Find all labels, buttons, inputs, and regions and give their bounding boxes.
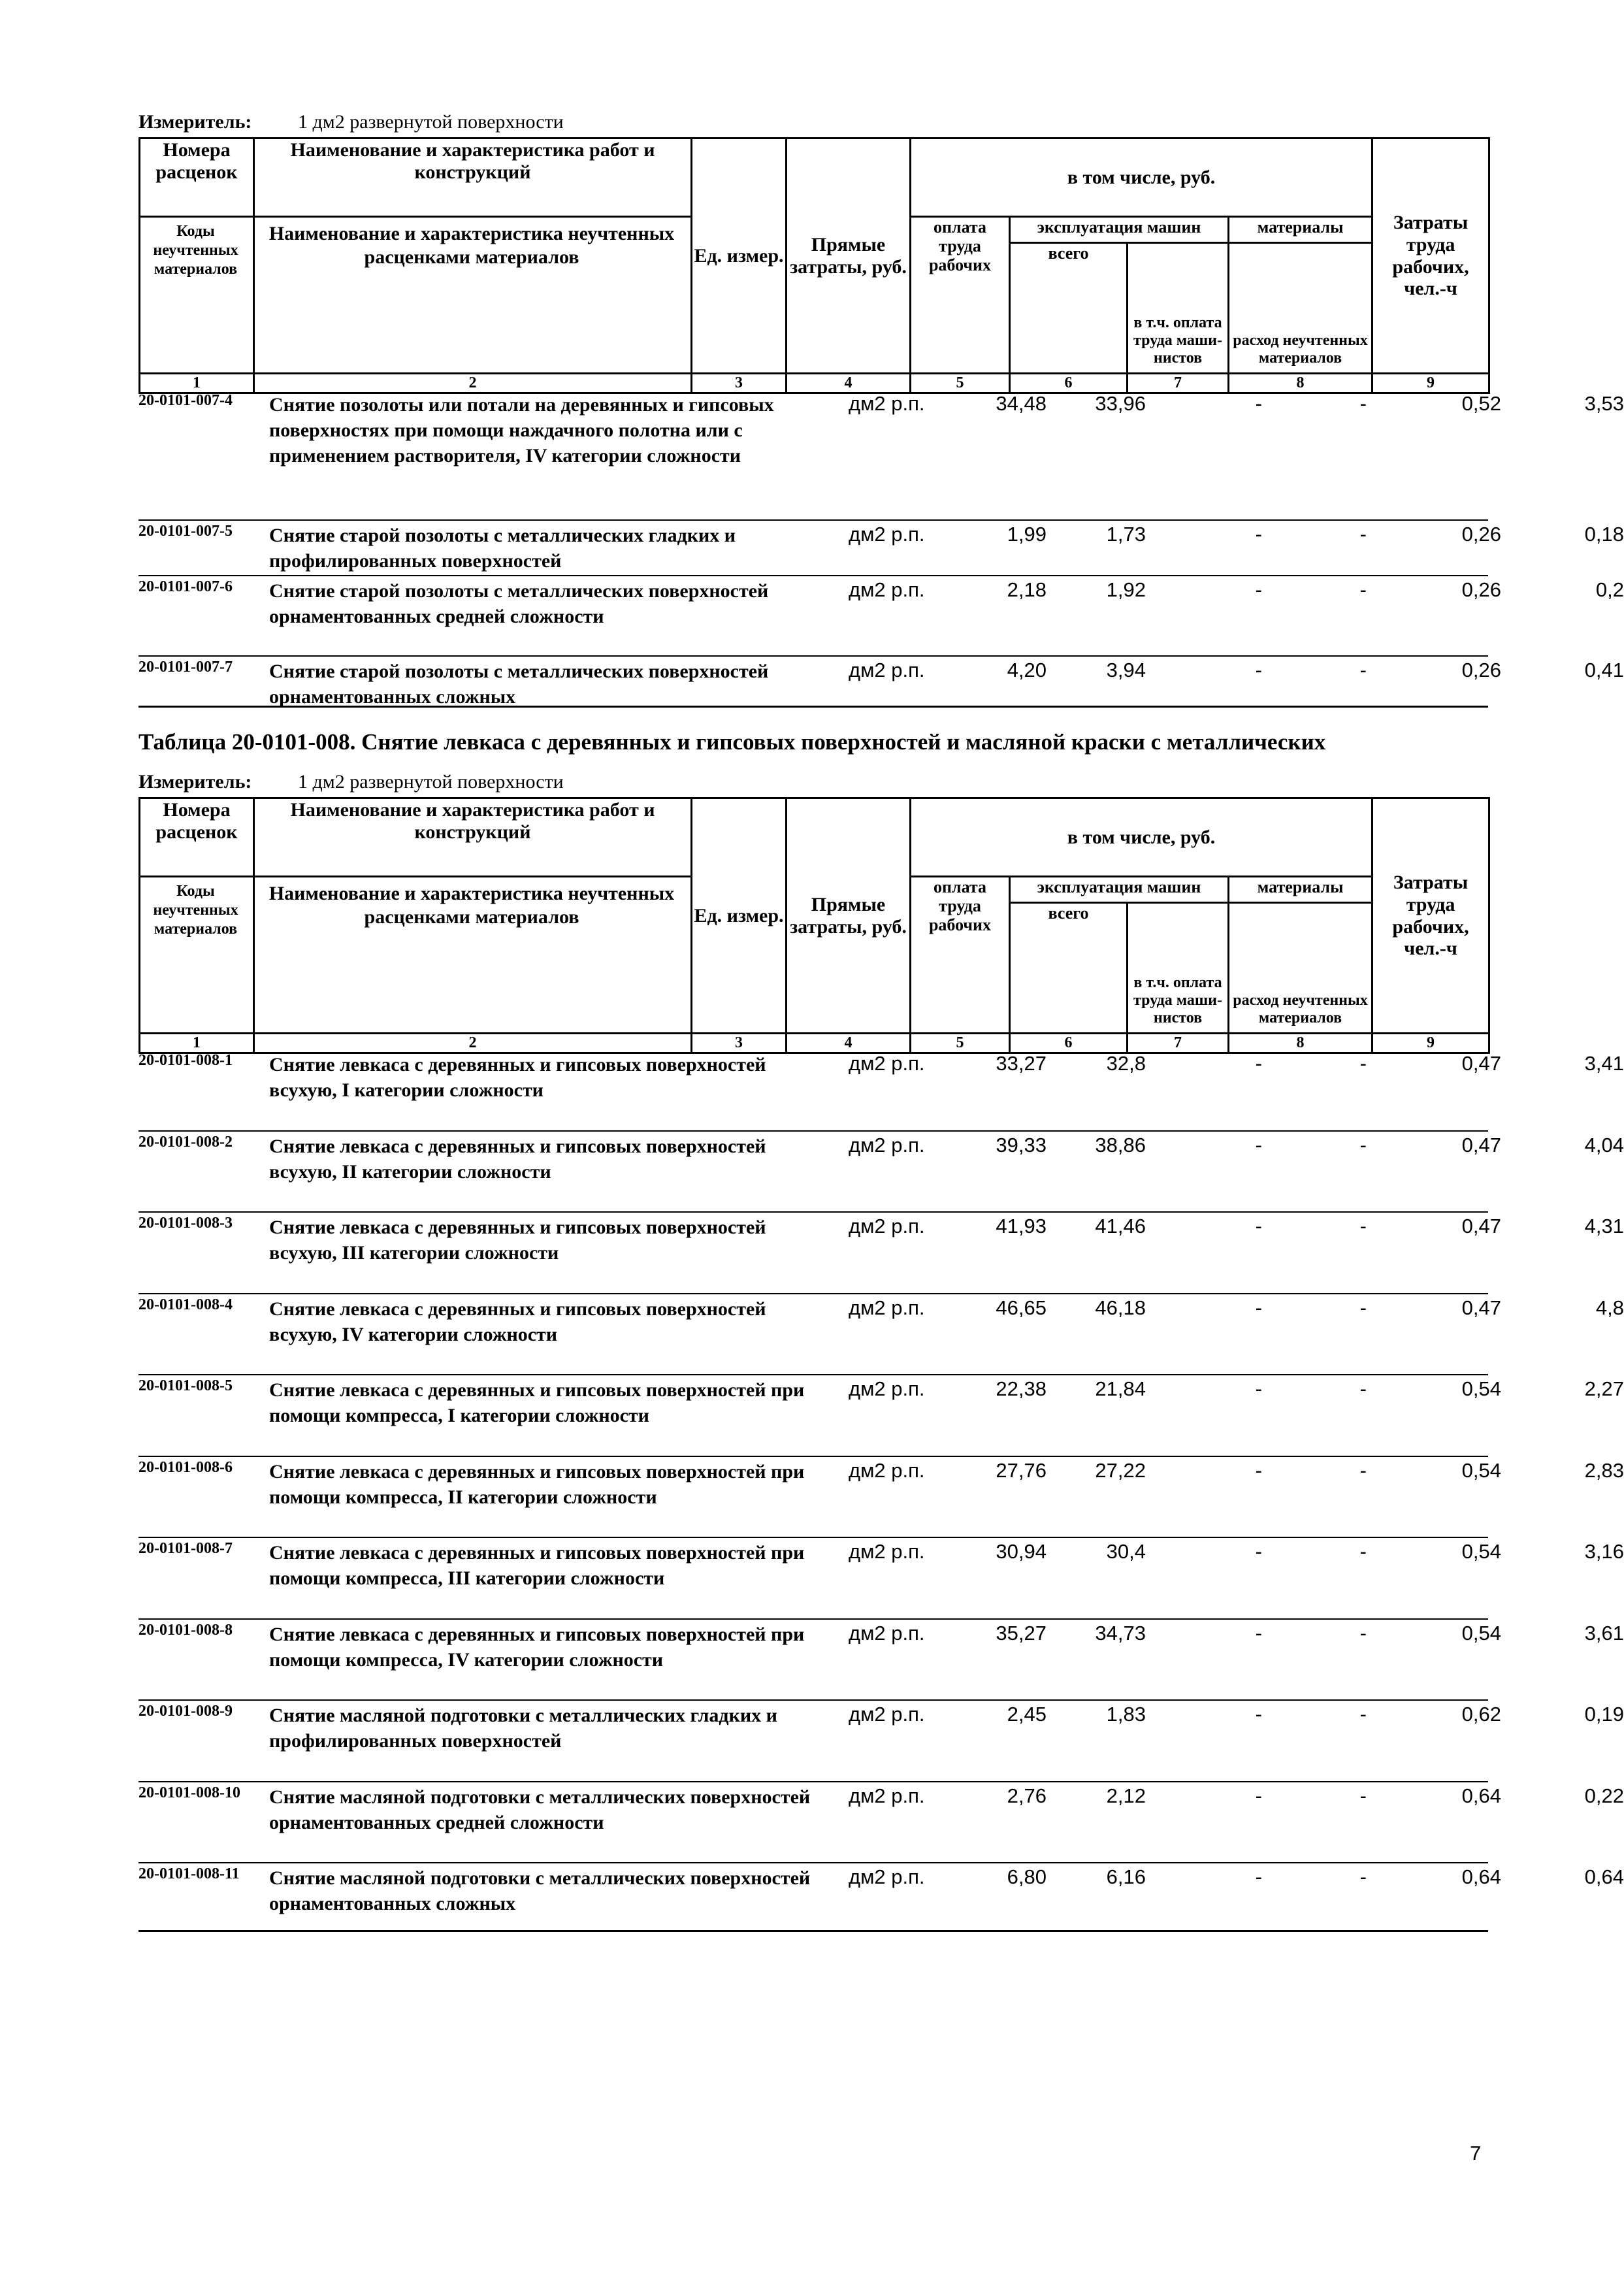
unit-cell: дм2 р.п.	[849, 1703, 925, 1726]
row-divider	[138, 1781, 1488, 1782]
machines-total-cell: -	[1255, 1540, 1262, 1563]
materials-cell: 0,47	[1461, 1052, 1501, 1075]
machines-total-cell: -	[1255, 1865, 1262, 1888]
unit-cell: дм2 р.п.	[849, 523, 925, 546]
labor-cell: 0,2	[1595, 578, 1624, 601]
materials-cell: 0,26	[1461, 659, 1501, 681]
labor-cell: 4,04	[1584, 1134, 1624, 1156]
materials-cell: 0,47	[1461, 1134, 1501, 1156]
header-unit: Ед. измер.	[692, 139, 787, 374]
wages-cell: 32,8	[1106, 1052, 1146, 1075]
unit-cell: дм2 р.п.	[849, 1540, 925, 1563]
col-num: 1	[140, 374, 254, 393]
header-including: в том числе, руб.	[911, 798, 1372, 877]
materials-cell: 0,47	[1461, 1296, 1501, 1319]
materials-cell: 0,54	[1461, 1459, 1501, 1482]
row-divider	[138, 1130, 1488, 1132]
unit-cell: дм2 р.п.	[849, 659, 925, 681]
unit-cell: дм2 р.п.	[849, 1052, 925, 1075]
header-col1-bottom: Коды неучтенных материалов	[153, 883, 238, 938]
wages-cell: 21,84	[1095, 1377, 1146, 1400]
machines-total-cell: -	[1255, 1784, 1262, 1807]
rate-code: 20-0101-008-3	[138, 1215, 233, 1232]
unit-cell: дм2 р.п.	[849, 1622, 925, 1645]
direct-costs-cell: 6,80	[1007, 1865, 1047, 1888]
machines-wages-cell: -	[1359, 1459, 1367, 1482]
table2-title: Таблица 20-0101-008. Снятие левкаса с деревянных и гипсовых поверхностей и масляной краски с металлических	[138, 729, 1326, 755]
row-divider	[138, 655, 1488, 657]
machines-total-cell: -	[1255, 1459, 1262, 1482]
row-divider	[138, 519, 1488, 521]
header-wages: оплата труда рабочих	[911, 217, 1010, 374]
unit-cell: дм2 р.п.	[849, 1459, 925, 1482]
page-number: 7	[1470, 2142, 1482, 2165]
row-divider	[138, 1862, 1488, 1863]
work-description: Снятие левкаса с деревянных и гипсовых поверхностей всухую, IV категории сложности	[269, 1298, 766, 1345]
unit-cell: дм2 р.п.	[849, 1865, 925, 1888]
work-description: Снятие левкаса с деревянных и гипсовых поверхностей при помощи компресса, I категории сложности	[269, 1379, 805, 1426]
materials-cell: 0,54	[1461, 1540, 1501, 1563]
direct-costs-cell: 30,94	[996, 1540, 1047, 1563]
col-num: 2	[254, 374, 692, 393]
machines-total-cell: -	[1255, 1134, 1262, 1156]
work-description: Снятие старой позолоты с металлических поверхностей орнаментованных средней сложности	[269, 580, 769, 627]
machines-wages-cell: -	[1359, 1540, 1367, 1563]
machines-total-cell: -	[1255, 659, 1262, 681]
col-num: 3	[692, 374, 787, 393]
col-num: 5	[911, 374, 1010, 393]
direct-costs-cell: 35,27	[996, 1622, 1047, 1645]
row-divider	[138, 575, 1488, 576]
row-divider	[138, 1537, 1488, 1538]
work-description: Снятие левкаса с деревянных и гипсовых поверхностей при помощи компресса, II категории сложности	[269, 1461, 805, 1508]
work-description: Снятие старой позолоты с металлических гладких и профилированных поверхностей	[269, 525, 736, 572]
labor-cell: 0,19	[1584, 1703, 1624, 1726]
unit-cell: дм2 р.п.	[849, 1296, 925, 1319]
work-description: Снятие позолоты или потали на деревянных и гипсовых поверхностях при помощи наждачного полотна или с применением растворителя, IV категории сложности	[269, 394, 774, 467]
machines-wages-cell: -	[1359, 1052, 1367, 1075]
measure-value: 1 дм2 развернутой поверхности	[298, 111, 564, 133]
unit-cell: дм2 р.п.	[849, 1215, 925, 1237]
unit-cell: дм2 р.п.	[849, 578, 925, 601]
header-machines-total: всего	[1010, 243, 1128, 374]
col-num: 3	[692, 1034, 787, 1053]
col-num: 4	[787, 1034, 911, 1053]
materials-cell: 0,47	[1461, 1215, 1501, 1237]
machines-wages-cell: -	[1359, 1215, 1367, 1237]
rate-code: 20-0101-008-2	[138, 1134, 233, 1151]
direct-costs-cell: 27,76	[996, 1459, 1047, 1482]
measure-label: Измеритель:	[138, 771, 252, 793]
col-num: 8	[1229, 374, 1372, 393]
row-divider	[138, 1618, 1488, 1620]
materials-cell: 0,64	[1461, 1784, 1501, 1807]
row-divider	[138, 1211, 1488, 1213]
rate-code: 20-0101-007-7	[138, 659, 233, 676]
labor-cell: 3,53	[1584, 392, 1624, 415]
machines-total-cell: -	[1255, 1377, 1262, 1400]
table-end-rule	[138, 1930, 1488, 1932]
col-num: 8	[1229, 1034, 1372, 1053]
wages-cell: 41,46	[1095, 1215, 1146, 1237]
materials-cell: 0,54	[1461, 1622, 1501, 1645]
col-num: 5	[911, 1034, 1010, 1053]
direct-costs-cell: 4,20	[1007, 659, 1047, 681]
machines-wages-cell: -	[1359, 659, 1367, 681]
machines-total-cell: -	[1255, 1215, 1262, 1237]
wages-cell: 46,18	[1095, 1296, 1146, 1319]
direct-costs-cell: 39,33	[996, 1134, 1047, 1156]
labor-cell: 2,83	[1584, 1459, 1624, 1482]
row-divider	[138, 1699, 1488, 1701]
measure-value: 1 дм2 развернутой поверхности	[298, 771, 564, 793]
direct-costs-cell: 2,18	[1007, 578, 1047, 601]
labor-cell: 4,8	[1595, 1296, 1624, 1319]
machines-wages-cell: -	[1359, 1784, 1367, 1807]
work-description: Снятие левкаса с деревянных и гипсовых поверхностей всухую, II категории сложности	[269, 1136, 766, 1183]
machines-wages-cell: -	[1359, 1296, 1367, 1319]
wages-cell: 3,94	[1106, 659, 1146, 681]
labor-cell: 2,27	[1584, 1377, 1624, 1400]
header-materials: материалы	[1229, 217, 1372, 243]
row-divider	[138, 1374, 1488, 1375]
materials-cell: 0,54	[1461, 1377, 1501, 1400]
work-description: Снятие левкаса с деревянных и гипсовых поверхностей всухую, I категории сложности	[269, 1054, 766, 1101]
header-machines: эксплуатация машин	[1010, 877, 1229, 903]
wages-cell: 33,96	[1095, 392, 1146, 415]
work-description: Снятие левкаса с деревянных и гипсовых поверхностей всухую, III категории сложности	[269, 1217, 766, 1264]
work-description: Снятие левкаса с деревянных и гипсовых поверхностей при помощи компресса, IV категории сложности	[269, 1624, 805, 1671]
rate-code: 20-0101-007-6	[138, 578, 233, 595]
direct-costs-cell: 34,48	[996, 392, 1047, 415]
row-divider	[138, 1293, 1488, 1294]
header-machines-wages: в т.ч. оплата труда маши-нистов	[1128, 903, 1229, 1034]
unit-cell: дм2 р.п.	[849, 1134, 925, 1156]
machines-total-cell: -	[1255, 1703, 1262, 1726]
machines-total-cell: -	[1255, 523, 1262, 546]
labor-cell: 3,61	[1584, 1622, 1624, 1645]
machines-total-cell: -	[1255, 1296, 1262, 1319]
header-machines-total: всего	[1010, 903, 1128, 1034]
labor-cell: 0,41	[1584, 659, 1624, 681]
header-col2-top: Наименование и характеристика работ и конструкций	[254, 139, 692, 217]
header-labor: Затраты труда рабочих, чел.-ч	[1372, 139, 1489, 374]
header-direct-costs: Прямые затраты, руб.	[787, 139, 911, 374]
machines-total-cell: -	[1255, 392, 1262, 415]
header-machines: эксплуатация машин	[1010, 217, 1229, 243]
work-description: Снятие масляной подготовки с металлических поверхностей орнаментованных средней сложности	[269, 1786, 811, 1833]
materials-cell: 0,64	[1461, 1865, 1501, 1888]
col-num: 7	[1128, 374, 1229, 393]
work-description: Снятие старой позолоты с металлических поверхностей орнаментованных сложных	[269, 661, 769, 708]
header-wages: оплата труда рабочих	[911, 877, 1010, 1034]
header-col2-bottom: Наименование и характеристика неучтенных расценками материалов	[268, 223, 675, 268]
wages-cell: 1,92	[1106, 578, 1146, 601]
machines-total-cell: -	[1255, 578, 1262, 601]
unit-cell: дм2 р.п.	[849, 1784, 925, 1807]
direct-costs-cell: 41,93	[996, 1215, 1047, 1237]
col-num: 6	[1010, 1034, 1128, 1053]
header-col1-top: Номера расценок	[140, 139, 254, 217]
wages-cell: 38,86	[1095, 1134, 1146, 1156]
direct-costs-cell: 1,99	[1007, 523, 1047, 546]
work-description: Снятие масляной подготовки с металлических гладких и профилированных поверхностей	[269, 1705, 777, 1752]
machines-wages-cell: -	[1359, 1703, 1367, 1726]
header-labor: Затраты труда рабочих, чел.-ч	[1372, 798, 1489, 1034]
col-num: 9	[1372, 1034, 1489, 1053]
rate-code: 20-0101-008-11	[138, 1865, 240, 1882]
wages-cell: 30,4	[1106, 1540, 1146, 1563]
machines-total-cell: -	[1255, 1622, 1262, 1645]
wages-cell: 2,12	[1106, 1784, 1146, 1807]
wages-cell: 27,22	[1095, 1459, 1146, 1482]
machines-wages-cell: -	[1359, 1377, 1367, 1400]
labor-cell: 3,41	[1584, 1052, 1624, 1075]
machines-total-cell: -	[1255, 1052, 1262, 1075]
header-col1-bottom: Коды неучтенных материалов	[153, 223, 238, 278]
header-including: в том числе, руб.	[911, 139, 1372, 217]
wages-cell: 1,73	[1106, 523, 1146, 546]
col-num: 1	[140, 1034, 254, 1053]
rate-code: 20-0101-007-4	[138, 392, 233, 409]
materials-cell: 0,26	[1461, 578, 1501, 601]
rate-code: 20-0101-008-10	[138, 1784, 240, 1801]
wages-cell: 1,83	[1106, 1703, 1146, 1726]
work-description: Снятие масляной подготовки с металлических поверхностей орнаментованных сложных	[269, 1867, 811, 1914]
rate-code: 20-0101-008-6	[138, 1459, 233, 1476]
col-num: 4	[787, 374, 911, 393]
machines-wages-cell: -	[1359, 1865, 1367, 1888]
rate-code: 20-0101-008-1	[138, 1052, 233, 1069]
machines-wages-cell: -	[1359, 578, 1367, 601]
rate-code: 20-0101-008-8	[138, 1622, 233, 1639]
col-num: 7	[1128, 1034, 1229, 1053]
direct-costs-cell: 2,76	[1007, 1784, 1047, 1807]
header-unit: Ед. измер.	[692, 798, 787, 1034]
header-materials: материалы	[1229, 877, 1372, 903]
labor-cell: 3,16	[1584, 1540, 1624, 1563]
direct-costs-cell: 2,45	[1007, 1703, 1047, 1726]
row-divider	[138, 1456, 1488, 1457]
work-description: Снятие левкаса с деревянных и гипсовых поверхностей при помощи компресса, III категории сложности	[269, 1542, 805, 1589]
header-col1-top: Номера расценок	[140, 798, 254, 877]
unit-cell: дм2 р.п.	[849, 1377, 925, 1400]
direct-costs-cell: 46,65	[996, 1296, 1047, 1319]
machines-wages-cell: -	[1359, 392, 1367, 415]
rate-code: 20-0101-008-5	[138, 1377, 233, 1394]
table-end-rule	[138, 706, 1488, 708]
header-col2-bottom: Наименование и характеристика неучтенных расценками материалов	[268, 883, 675, 928]
rate-code: 20-0101-007-5	[138, 523, 233, 540]
col-num: 6	[1010, 374, 1128, 393]
labor-cell: 0,18	[1584, 523, 1624, 546]
unit-cell: дм2 р.п.	[849, 392, 925, 415]
header-materials-unaccounted: расход неучтенных материалов	[1229, 243, 1372, 374]
header-machines-wages: в т.ч. оплата труда маши-нистов	[1128, 243, 1229, 374]
direct-costs-cell: 22,38	[996, 1377, 1047, 1400]
labor-cell: 0,64	[1584, 1865, 1624, 1888]
wages-cell: 34,73	[1095, 1622, 1146, 1645]
machines-wages-cell: -	[1359, 523, 1367, 546]
materials-cell: 0,26	[1461, 523, 1501, 546]
materials-cell: 0,62	[1461, 1703, 1501, 1726]
labor-cell: 0,22	[1584, 1784, 1624, 1807]
machines-wages-cell: -	[1359, 1134, 1367, 1156]
header-direct-costs: Прямые затраты, руб.	[787, 798, 911, 1034]
labor-cell: 4,31	[1584, 1215, 1624, 1237]
header-col2-top: Наименование и характеристика работ и конструкций	[254, 798, 692, 877]
measure-label: Измеритель:	[138, 111, 252, 133]
rate-code: 20-0101-008-9	[138, 1703, 233, 1720]
measure-line	[138, 111, 564, 133]
materials-cell: 0,52	[1461, 392, 1501, 415]
measure-line	[138, 771, 564, 793]
machines-wages-cell: -	[1359, 1622, 1367, 1645]
col-num: 9	[1372, 374, 1489, 393]
header-materials-unaccounted: расход неучтенных материалов	[1229, 903, 1372, 1034]
wages-cell: 6,16	[1106, 1865, 1146, 1888]
rate-code: 20-0101-008-4	[138, 1296, 233, 1313]
rate-code: 20-0101-008-7	[138, 1540, 233, 1557]
direct-costs-cell: 33,27	[996, 1052, 1047, 1075]
col-num: 2	[254, 1034, 692, 1053]
